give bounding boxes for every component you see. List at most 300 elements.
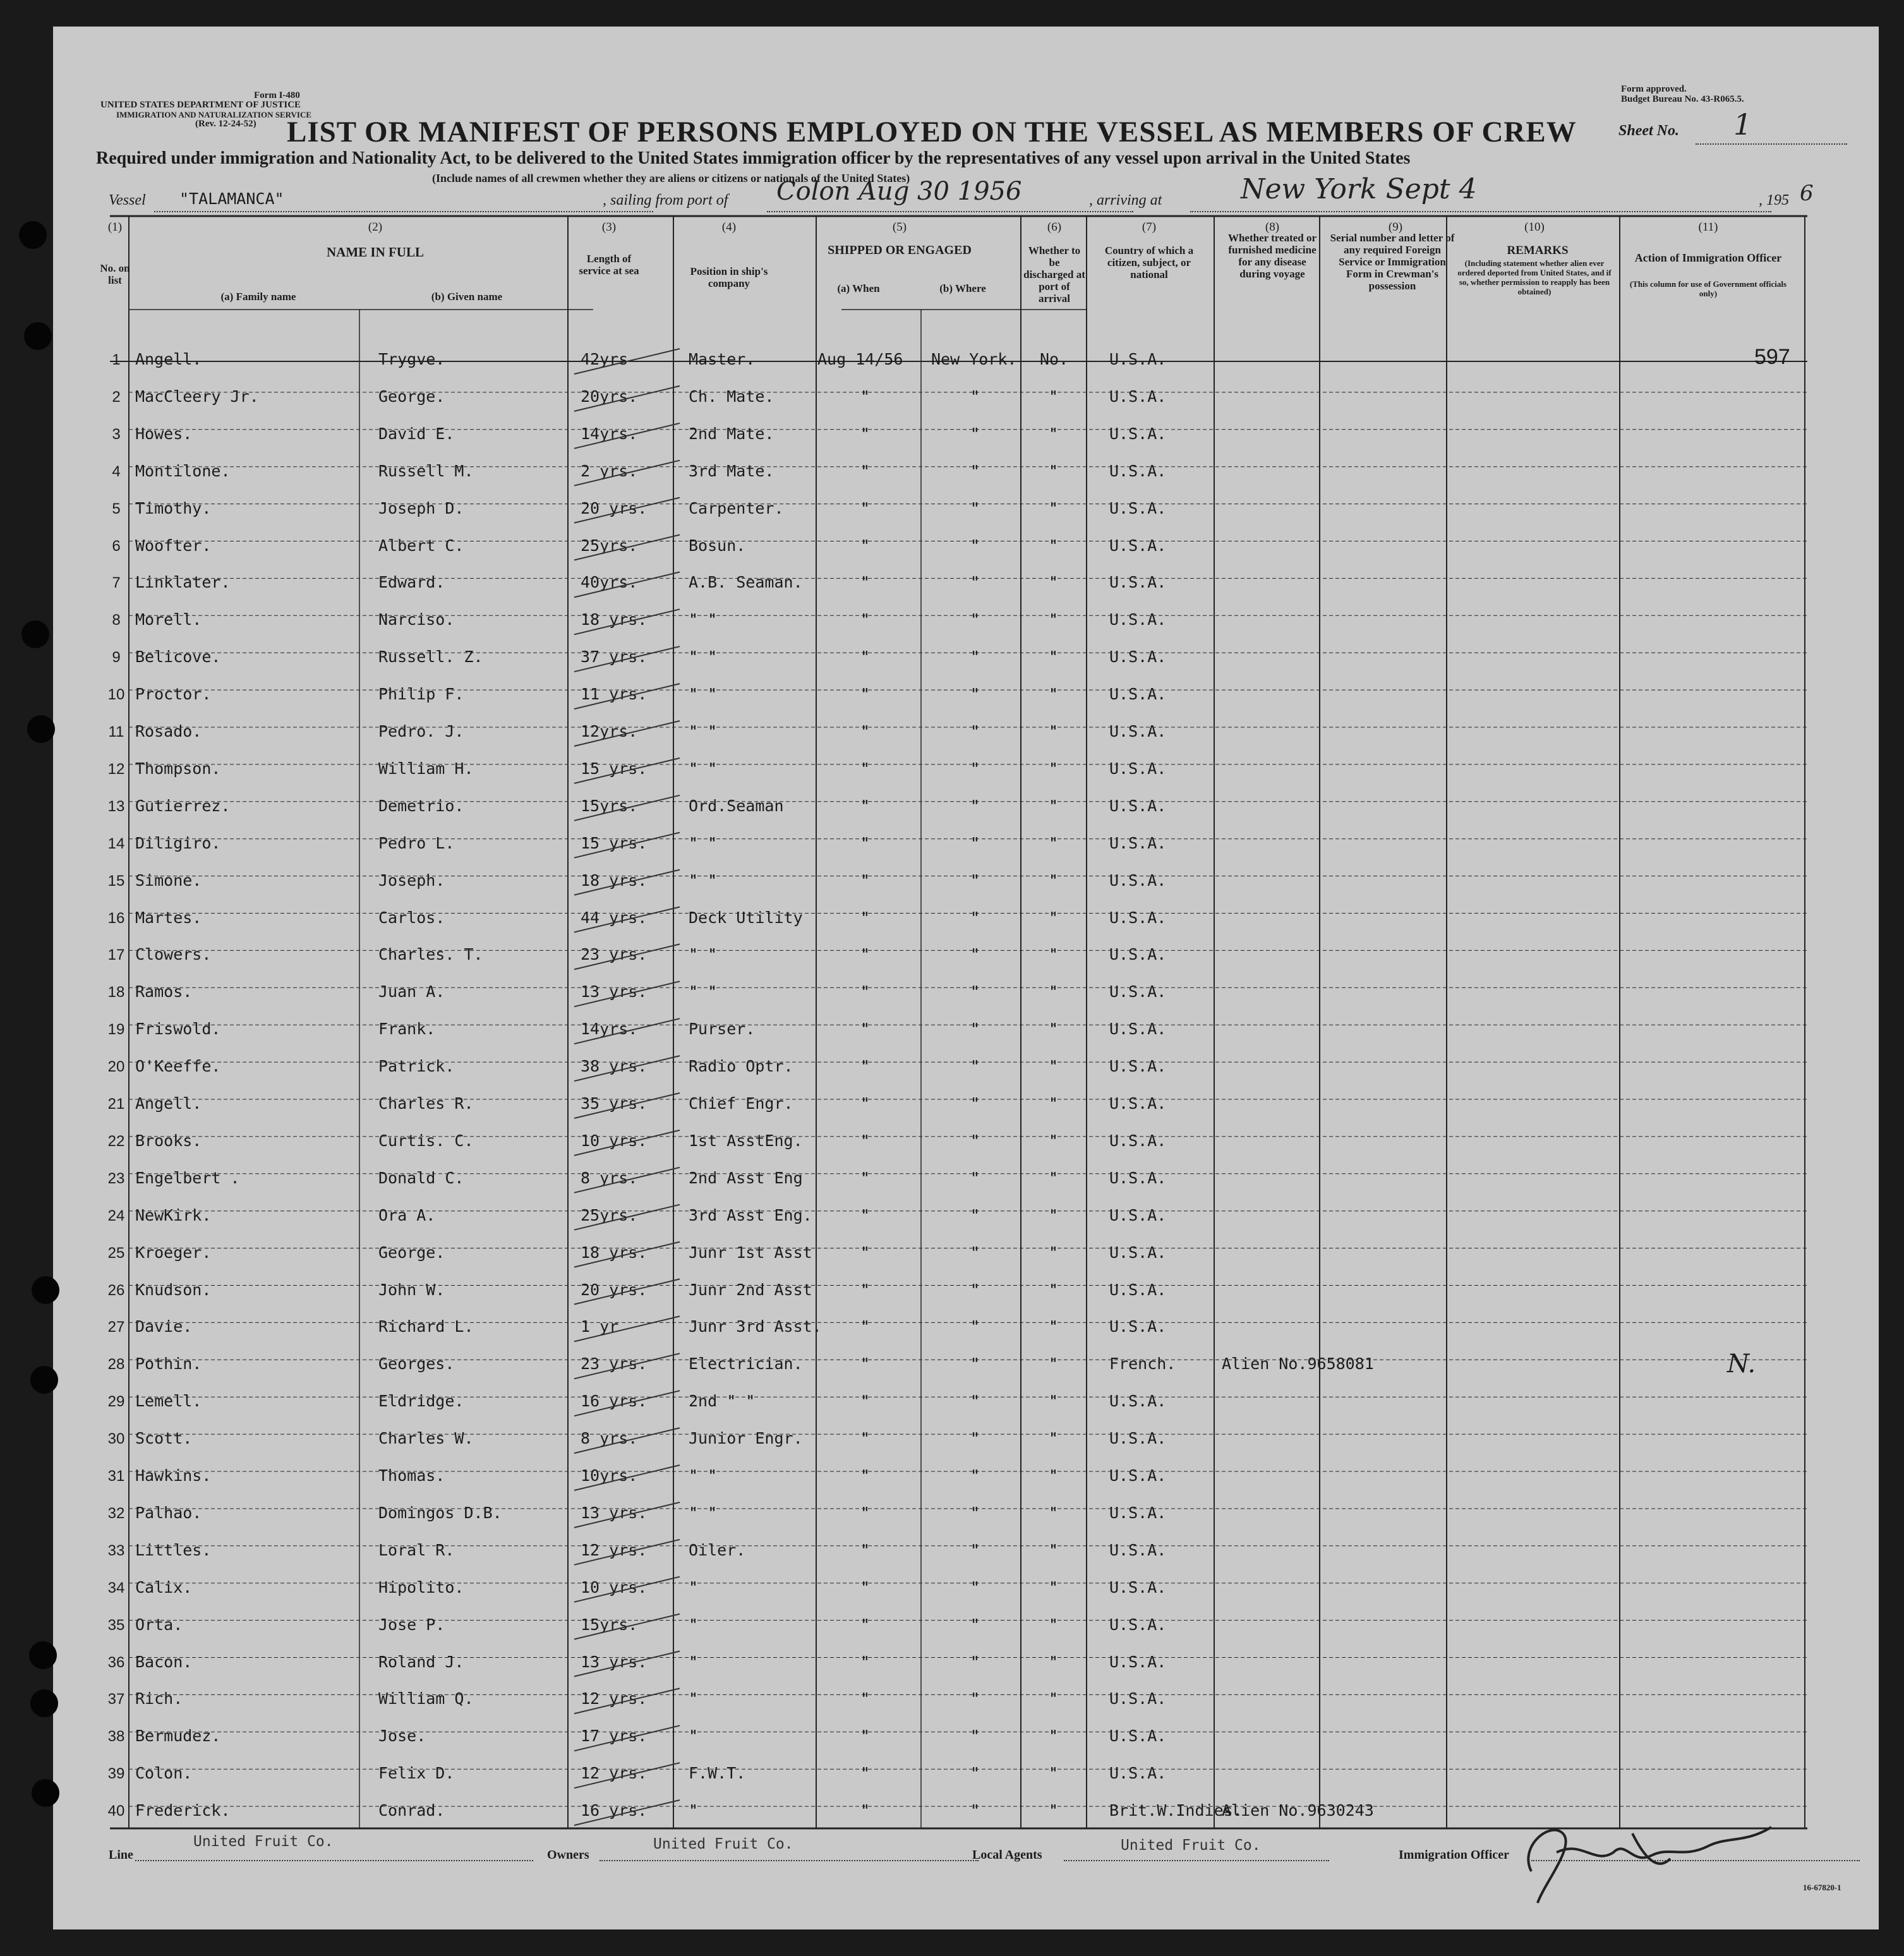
position: " "	[689, 685, 718, 704]
shipped-when: "	[860, 648, 871, 667]
service-length: 20yrs.	[581, 387, 638, 406]
country: U.S.A.	[1109, 573, 1167, 592]
service-length: 42yrs	[581, 350, 629, 368]
country: U.S.A.	[1109, 1094, 1167, 1113]
col6-heading: Whether to be discharged at port of arrival	[1023, 244, 1085, 305]
strike-mark	[574, 684, 680, 709]
strike-mark	[574, 1018, 680, 1044]
service-length: 8 yrs.	[581, 1429, 638, 1448]
shipped-where: "	[970, 424, 980, 443]
col5-number: (5)	[892, 220, 907, 234]
service-length: 13 yrs.	[581, 982, 648, 1001]
shipped-when: "	[860, 1503, 871, 1522]
given-name: Jose.	[378, 1727, 426, 1746]
given-name: Edward.	[378, 573, 445, 592]
row-number: 29	[107, 1393, 125, 1411]
position: A.B. Seaman.	[689, 573, 803, 592]
shipped-where: "	[970, 1280, 980, 1299]
country: U.S.A.	[1109, 1727, 1167, 1746]
remarks: Alien No.9630243	[1222, 1801, 1374, 1820]
service-length: 11 yrs.	[581, 685, 648, 704]
position: Junior Engr.	[689, 1429, 803, 1448]
shipped-where: "	[970, 945, 980, 964]
given-name: Joseph D.	[378, 498, 464, 517]
shipped-when: "	[860, 461, 871, 480]
shipped-where: "	[970, 1503, 980, 1522]
discharged: "	[1049, 1466, 1059, 1485]
row-number: 31	[107, 1468, 125, 1485]
family-name: Knudson.	[135, 1280, 212, 1299]
row-number: 6	[112, 537, 121, 555]
discharged: "	[1049, 424, 1059, 443]
page-title: LIST OR MANIFEST OF PERSONS EMPLOYED ON THE VESSEL AS MEMBERS OF CREW	[287, 116, 1577, 148]
shipped-where: "	[970, 908, 980, 927]
discharged: "	[1049, 759, 1059, 778]
strike-mark	[574, 461, 680, 486]
row-number: 13	[107, 797, 125, 815]
shipped-where: "	[970, 871, 980, 890]
shipped-where: "	[970, 1355, 980, 1373]
row-number: 36	[107, 1653, 125, 1671]
service-length: 35 yrs.	[581, 1094, 648, 1113]
row-number: 39	[107, 1765, 125, 1783]
shipped-when: "	[860, 945, 871, 964]
country: U.S.A.	[1109, 350, 1167, 368]
form-approved: Form approved.	[1621, 84, 1687, 94]
strike-mark	[574, 1205, 680, 1230]
shipped-where: "	[970, 1392, 980, 1411]
family-name: Ramos.	[135, 982, 193, 1001]
discharged: "	[1049, 1131, 1059, 1150]
country: U.S.A.	[1109, 722, 1167, 740]
shipped-where: "	[970, 1689, 980, 1708]
family-name: Bermudez.	[135, 1727, 221, 1746]
shipped-where: "	[970, 461, 980, 480]
position: Bosun.	[689, 536, 746, 555]
position: Master.	[689, 350, 756, 368]
shipped-when: "	[860, 1689, 871, 1708]
col11-note: (This column for use of Government officials only)	[1629, 279, 1787, 298]
discharged: No.	[1040, 350, 1069, 368]
discharged: "	[1049, 1503, 1059, 1522]
position: Radio Optr.	[689, 1057, 793, 1076]
given-name: Narciso.	[378, 610, 455, 629]
given-name: Juan A.	[378, 982, 445, 1001]
shipped-where: "	[970, 833, 980, 852]
position: Ord.Seaman	[689, 796, 784, 815]
row-number: 14	[107, 835, 125, 852]
row-number: 40	[107, 1802, 125, 1820]
given-name: Hipolito.	[378, 1578, 464, 1597]
agents-label: Local Agents	[972, 1848, 1042, 1862]
row-number: 19	[107, 1021, 125, 1039]
officer-action: 597	[1754, 345, 1790, 369]
country: U.S.A.	[1109, 1503, 1167, 1522]
strike-mark	[574, 1093, 680, 1118]
shipped-where: "	[970, 1764, 980, 1783]
shipped-where: "	[970, 1094, 980, 1113]
row-number: 1	[112, 351, 121, 368]
service-length: 14yrs.	[581, 424, 638, 443]
discharged: "	[1049, 1168, 1059, 1187]
col3-heading: Length of service at sea	[579, 253, 639, 277]
strike-mark	[574, 498, 680, 523]
row-number: 3	[112, 425, 121, 443]
department-name: UNITED STATES DEPARTMENT OF JUSTICE	[100, 100, 301, 110]
row-number: 20	[107, 1058, 125, 1076]
given-name: Eldridge.	[378, 1392, 464, 1411]
discharged: "	[1049, 573, 1059, 592]
strike-mark	[574, 1614, 680, 1639]
strike-mark	[574, 1242, 680, 1267]
discharged: "	[1049, 1205, 1059, 1224]
given-name: Felix D.	[378, 1764, 455, 1783]
shipped-where: "	[970, 1466, 980, 1485]
row-number: 38	[107, 1728, 125, 1746]
given-name: Albert C.	[378, 536, 464, 555]
given-name: Frank.	[378, 1020, 436, 1039]
family-name: Proctor.	[135, 685, 212, 704]
col2b-heading: (b) Given name	[431, 291, 503, 303]
shipped-when: "	[860, 833, 871, 852]
family-name: Belicove.	[135, 648, 221, 667]
given-name: Thomas.	[378, 1466, 445, 1485]
country: U.S.A.	[1109, 1578, 1167, 1597]
shipped-when: "	[860, 1317, 871, 1336]
family-name: MacCleery Jr.	[135, 387, 259, 406]
shipped-when: "	[860, 1578, 871, 1597]
service-length: 38 yrs.	[581, 1057, 648, 1076]
given-name: Patrick.	[378, 1057, 455, 1076]
col1-heading: No. on list	[100, 262, 130, 286]
country: U.S.A.	[1109, 1057, 1167, 1076]
discharged: "	[1049, 722, 1059, 740]
col5-heading: SHIPPED OR ENGAGED	[828, 243, 972, 257]
given-name: George.	[378, 1243, 445, 1262]
family-name: Rosado.	[135, 722, 202, 740]
shipped-where: "	[970, 1540, 980, 1559]
col7-heading: Country of which a citizen, subject, or national	[1104, 244, 1194, 281]
strike-mark	[574, 1540, 680, 1565]
service-length: 16 yrs.	[581, 1392, 648, 1411]
given-name: Trygve.	[378, 350, 445, 368]
country: U.S.A.	[1109, 1020, 1167, 1039]
discharged: "	[1049, 461, 1059, 480]
discharged: "	[1049, 1801, 1059, 1820]
position: " "	[689, 759, 718, 778]
vessel-label: Vessel	[109, 192, 146, 208]
country: U.S.A.	[1109, 945, 1167, 964]
position: Junr 3rd Asst.	[689, 1317, 822, 1336]
family-name: O'Keeffe.	[135, 1057, 221, 1076]
strike-mark	[574, 1056, 680, 1081]
shipped-when: "	[860, 759, 871, 778]
shipped-when: "	[860, 610, 871, 629]
country: U.S.A.	[1109, 1764, 1167, 1783]
country: U.S.A.	[1109, 1243, 1167, 1262]
family-name: Montilone.	[135, 461, 231, 480]
family-name: Diligiro.	[135, 833, 221, 852]
shipped-where: "	[970, 1727, 980, 1746]
page-subtitle: Required under immigration and Nationality Act, to be delivered to the United States immigration officer by the representatives of any vessel upon arrival in the United States	[96, 148, 1411, 168]
service-length: 37 yrs.	[581, 648, 648, 667]
family-name: Friswold.	[135, 1020, 221, 1039]
row-number: 23	[107, 1169, 125, 1187]
strike-mark	[574, 349, 680, 374]
service-length: 13 yrs.	[581, 1503, 648, 1522]
form-revision: (Rev. 12-24-52)	[195, 119, 256, 129]
family-name: Colon.	[135, 1764, 193, 1783]
arriving-label: , arriving at	[1089, 192, 1162, 208]
service-length: 12 yrs.	[581, 1540, 648, 1559]
position: "	[689, 1801, 699, 1820]
given-name: William Q.	[378, 1689, 474, 1708]
position: F.W.T.	[689, 1764, 746, 1783]
discharged: "	[1049, 648, 1059, 667]
discharged: "	[1049, 610, 1059, 629]
country: U.S.A.	[1109, 1615, 1167, 1634]
strike-mark	[574, 609, 680, 634]
position: Junr 2nd Asst	[689, 1280, 812, 1299]
discharged: "	[1049, 1764, 1059, 1783]
country: U.S.A.	[1109, 387, 1167, 406]
given-name: Richard L.	[378, 1317, 474, 1336]
shipped-where: "	[970, 1243, 980, 1262]
shipped-when: "	[860, 424, 871, 443]
shipped-when: "	[860, 1429, 871, 1448]
shipped-when: "	[860, 1540, 871, 1559]
family-name: Bacon.	[135, 1652, 193, 1671]
country: U.S.A.	[1109, 982, 1167, 1001]
discharged: "	[1049, 871, 1059, 890]
row-number: 26	[107, 1281, 125, 1299]
col8-heading: Whether treated or furnished medicine for any disease during voyage	[1227, 232, 1317, 280]
given-name: William H.	[378, 759, 474, 778]
strike-mark	[574, 535, 680, 560]
punch-hole	[32, 1276, 59, 1304]
position: Oiler.	[689, 1540, 746, 1559]
discharged: "	[1049, 1057, 1059, 1076]
row-number: 16	[107, 909, 125, 927]
service-length: 16 yrs.	[581, 1801, 648, 1820]
service-length: 25yrs.	[581, 1205, 638, 1224]
family-name: Lemell.	[135, 1392, 202, 1411]
strike-mark	[574, 1130, 680, 1156]
position: Chief Engr.	[689, 1094, 793, 1113]
strike-mark	[574, 1353, 680, 1379]
line-value: United Fruit Co.	[193, 1833, 334, 1850]
country: U.S.A.	[1109, 908, 1167, 927]
shipped-when: "	[860, 1131, 871, 1150]
row-number: 4	[112, 462, 121, 480]
position: 2nd Mate.	[689, 424, 774, 443]
shipped-where: "	[970, 1205, 980, 1224]
shipped-when: "	[860, 908, 871, 927]
service-length: 18 yrs.	[581, 610, 648, 629]
service-length: 18 yrs.	[581, 1243, 648, 1262]
discharged: "	[1049, 387, 1059, 406]
family-name: Palhao.	[135, 1503, 202, 1522]
punch-hole	[21, 620, 49, 648]
given-name: Charles W.	[378, 1429, 474, 1448]
family-name: Davie.	[135, 1317, 193, 1336]
shipped-when: "	[860, 796, 871, 815]
discharged: "	[1049, 1689, 1059, 1708]
service-length: 20 yrs.	[581, 498, 648, 517]
shipped-when: "	[860, 1355, 871, 1373]
shipped-when: "	[860, 1392, 871, 1411]
strike-mark	[574, 1725, 680, 1751]
col11-heading: Action of Immigration Officer	[1634, 251, 1782, 264]
shipped-where: "	[970, 573, 980, 592]
family-name: Littles.	[135, 1540, 212, 1559]
year-prefix: , 195	[1759, 192, 1789, 208]
discharged: "	[1049, 1317, 1059, 1336]
shipped-where: New York.	[931, 350, 1017, 368]
strike-mark	[574, 1316, 680, 1341]
strike-mark	[574, 1391, 680, 1416]
family-name: Morell.	[135, 610, 202, 629]
country: U.S.A.	[1109, 871, 1167, 890]
discharged: "	[1049, 1280, 1059, 1299]
position: " "	[689, 610, 718, 629]
agents-value: United Fruit Co.	[1121, 1837, 1261, 1854]
strike-mark	[574, 795, 680, 821]
country: U.S.A.	[1109, 1466, 1167, 1485]
service-length: 2 yrs.	[581, 461, 638, 480]
service-length: 10 yrs.	[581, 1131, 648, 1150]
sheet-label: Sheet No.	[1618, 123, 1679, 139]
country: U.S.A.	[1109, 536, 1167, 555]
country: U.S.A.	[1109, 1317, 1167, 1336]
shipped-where: "	[970, 498, 980, 517]
discharged: "	[1049, 1020, 1059, 1039]
shipped-when: "	[860, 1466, 871, 1485]
service-length: 1 yr	[581, 1317, 619, 1336]
strike-mark	[574, 981, 680, 1006]
service-length: 12yrs.	[581, 722, 638, 740]
strike-mark	[574, 833, 680, 858]
shipped-when: "	[860, 982, 871, 1001]
service-length: 13 yrs.	[581, 1652, 648, 1671]
row-number: 7	[112, 574, 121, 592]
given-name: Joseph.	[378, 871, 445, 890]
given-name: Charles. T.	[378, 945, 483, 964]
sailing-port: Colon Aug 30 1956	[776, 177, 1022, 206]
shipped-when: "	[860, 498, 871, 517]
col3-number: (3)	[601, 220, 617, 234]
service-length: 8 yrs.	[581, 1168, 638, 1187]
given-name: Jose P.	[378, 1615, 445, 1634]
service-length: 15 yrs.	[581, 759, 648, 778]
row-number: 10	[107, 686, 125, 704]
position: "	[689, 1727, 699, 1746]
col2a-heading: (a) Family name	[220, 291, 296, 303]
strike-mark	[574, 1428, 680, 1453]
given-name: Charles R.	[378, 1094, 474, 1113]
given-name: Georges.	[378, 1355, 455, 1373]
discharged: "	[1049, 1727, 1059, 1746]
shipped-when: "	[860, 1727, 871, 1746]
year-suffix: 6	[1800, 181, 1814, 206]
row-number: 37	[107, 1691, 125, 1708]
strike-marks	[53, 27, 1879, 1929]
strike-mark	[574, 907, 680, 933]
position: " "	[689, 1503, 718, 1522]
row-number: 33	[107, 1542, 125, 1559]
discharged: "	[1049, 908, 1059, 927]
country: U.S.A.	[1109, 1168, 1167, 1187]
print-code: 16-67820-1	[1803, 1883, 1841, 1892]
col2-number: (2)	[368, 220, 383, 234]
family-name: Angell.	[135, 350, 202, 368]
shipped-when: "	[860, 1280, 871, 1299]
strike-mark	[574, 1688, 680, 1713]
shipped-when: "	[860, 573, 871, 592]
col7-number: (7)	[1142, 220, 1157, 234]
family-name: Frederick.	[135, 1801, 231, 1820]
given-name: Philip F.	[378, 685, 464, 704]
discharged: "	[1049, 1094, 1059, 1113]
shipped-when: "	[860, 1057, 871, 1076]
col10-heading: REMARKS	[1507, 244, 1569, 257]
shipped-where: "	[970, 1317, 980, 1336]
service-length: 15yrs.	[581, 796, 638, 815]
position: Ch. Mate.	[689, 387, 774, 406]
shipped-where: "	[970, 982, 980, 1001]
sailing-label: , sailing from port of	[603, 192, 728, 208]
country: U.S.A.	[1109, 1280, 1167, 1299]
service-length: 12 yrs.	[581, 1764, 648, 1783]
given-name: Carlos.	[378, 908, 445, 927]
punch-hole	[24, 322, 52, 350]
col11-number: (11)	[1698, 220, 1718, 234]
family-name: Timothy.	[135, 498, 212, 517]
col5a-heading: (a) When	[837, 282, 880, 294]
service-length: 12 yrs.	[581, 1689, 648, 1708]
strike-mark	[574, 1502, 680, 1528]
shipped-when: "	[860, 536, 871, 555]
row-number: 22	[107, 1132, 125, 1150]
shipped-where: "	[970, 1131, 980, 1150]
vessel-name: "TALAMANCA"	[179, 190, 284, 208]
position: Carpenter.	[689, 498, 784, 517]
position: Purser.	[689, 1020, 756, 1039]
row-number: 18	[107, 984, 125, 1001]
given-name: Loral R.	[378, 1540, 455, 1559]
shipped-when: "	[860, 1615, 871, 1634]
discharged: "	[1049, 982, 1059, 1001]
family-name: Simone.	[135, 871, 202, 890]
discharged: "	[1049, 536, 1059, 555]
position: 3rd Mate.	[689, 461, 774, 480]
punch-hole	[32, 1779, 59, 1807]
arriving-port: New York Sept 4	[1241, 173, 1477, 205]
row-number: 11	[108, 723, 124, 740]
col4-heading: Position in ship's company	[690, 265, 768, 289]
strike-mark	[574, 1465, 680, 1490]
shipped-when: "	[860, 871, 871, 890]
country: U.S.A.	[1109, 759, 1167, 778]
row-number: 12	[107, 760, 125, 778]
position: "	[689, 1652, 699, 1671]
country: U.S.A.	[1109, 685, 1167, 704]
shipped-when: "	[860, 1243, 871, 1262]
strike-mark	[574, 944, 680, 969]
manifest-sheet	[53, 27, 1879, 1929]
service-length: 17 yrs.	[581, 1727, 648, 1746]
punch-hole	[27, 715, 55, 743]
